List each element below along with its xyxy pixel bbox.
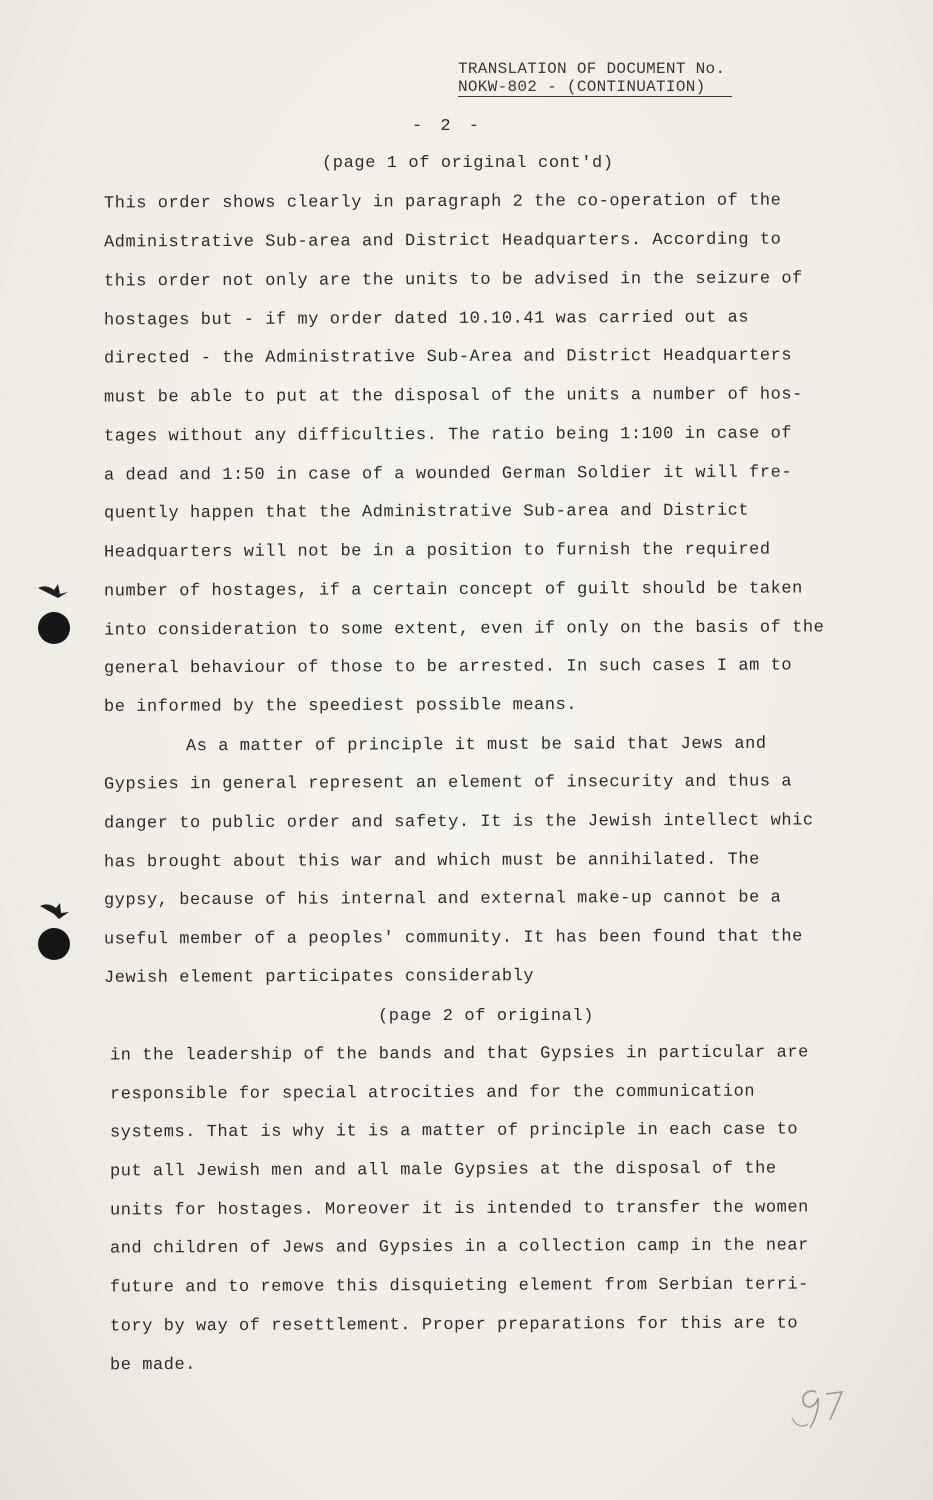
text-line: and children of Jews and Gypsies in a collection camp in the near [109,1236,809,1259]
text-line: gypsy, because of his internal and external make-up cannot be a [103,888,782,911]
punch-hole-icon [38,928,70,960]
section-heading-page-2: (page 2 of original) [378,1007,595,1026]
text-line: has brought about this war and which must be annihilated. The [103,850,760,873]
text-line: systems. That is why it is a matter of principle in each case to [109,1120,799,1143]
text-line: Gypsies in general represent an element of insecurity and thus a [103,772,793,795]
binder-mark-icon [36,580,72,602]
text-line: As a matter of principle it must be said that Jews and [185,734,767,757]
text-line: tory by way of resettlement. Proper preparations for this are to [109,1314,799,1337]
text-line: useful member of a peoples' community. It has been found that the [103,927,803,950]
text-line: in the leadership of the bands and that Gypsies in particular are [109,1043,809,1066]
header-title: TRANSLATION OF DOCUMENT No. [458,60,726,78]
text-line: This order shows clearly in paragraph 2 the co-operation of the [103,191,782,214]
text-line: number of hostages, if a certain concept of guilt should be taken [103,579,803,602]
header-document-number: NOKW-802 - (CONTINUATION) [458,78,732,97]
page-number: - 2 - [412,117,484,136]
handwritten-page-mark [786,1378,866,1438]
text-line: units for hostages. Moreover it is intended to transfer the women [109,1198,809,1221]
text-line: into consideration to some extent, even if only on the basis of the [103,618,825,641]
text-line: danger to public order and safety. It is the Jewish intellect whic [103,811,814,834]
text-line: general behaviour of those to be arrested. In such cases I am to [103,656,793,679]
punch-hole-icon [38,612,70,644]
text-line: future and to remove this disquieting element from Serbian terri- [109,1275,809,1298]
section-heading-page-1: (page 1 of original cont'd) [322,154,614,173]
text-line: Jewish element participates considerably [103,967,535,988]
text-line: Headquarters will not be in a position to furnish the required [103,540,771,563]
text-line: put all Jewish men and all male Gypsies at the disposal of the [109,1159,777,1182]
binder-mark-icon [36,900,72,922]
text-line: a dead and 1:50 in case of a wounded German Soldier it will fre- [103,463,793,486]
document-header [458,60,732,97]
text-line: hostages but - if my order dated 10.10.41 was carried out as [103,308,750,331]
text-line: be made. [109,1355,197,1376]
text-line: this order not only are the units to be advised in the seizure of [103,269,803,292]
text-line: must be able to put at the disposal of the units a number of hos- [103,385,803,408]
text-line: tages without any difficulties. The ratio being 1:100 in case of [103,424,793,447]
text-line: be informed by the speediest possible means. [103,695,578,718]
text-line: Administrative Sub-area and District Headquarters. According to [103,230,782,253]
text-line: responsible for special atrocities and for the communication [109,1082,756,1105]
text-line: quently happen that the Administrative Sub-area and District [103,501,750,524]
text-line: directed - the Administrative Sub-Area and District Headquarters [103,346,793,369]
